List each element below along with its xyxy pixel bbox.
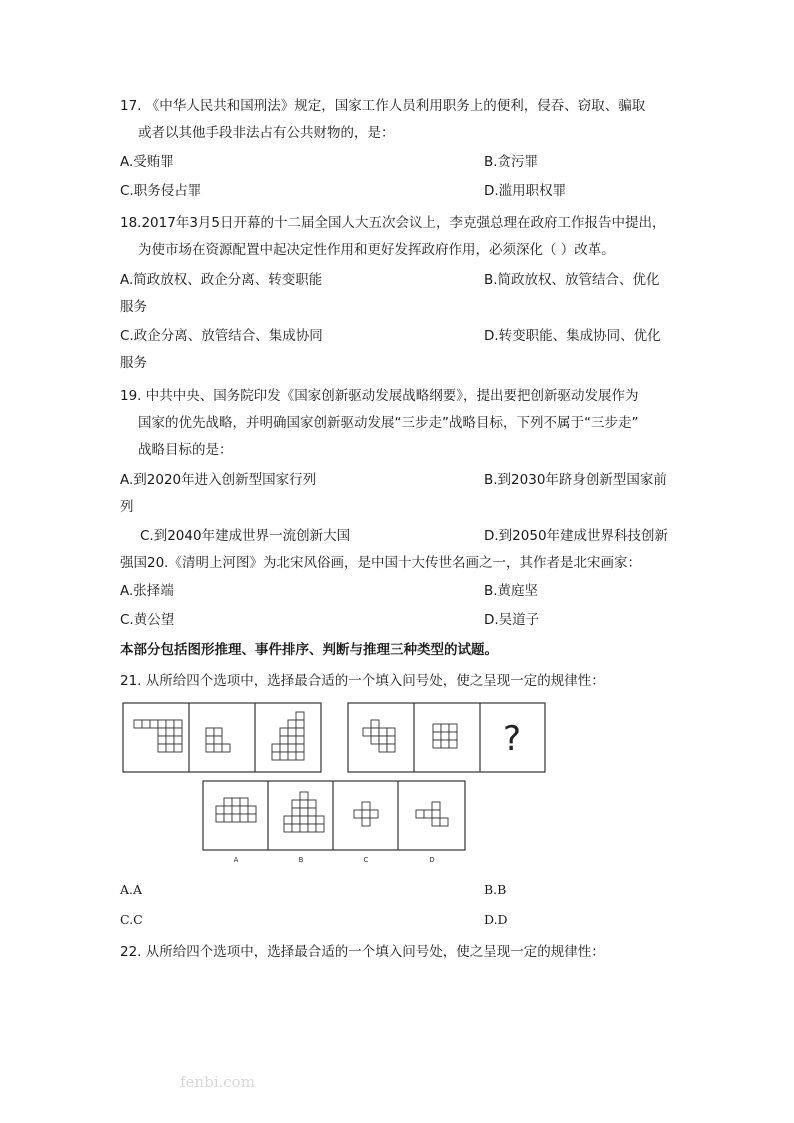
q17-option-b: B.贪污罪 bbox=[484, 154, 539, 170]
q21-optD-grid bbox=[416, 802, 448, 826]
q19-option-c: C.到2040年建成世界一流创新大国 bbox=[140, 528, 351, 544]
q21-fig3-grid bbox=[272, 712, 304, 760]
q19-option-d-wrap-q20-stem: 强国20.《清明上河图》为北宋风俗画，是中国十大传世名画之一，其作者是北宋画家： bbox=[120, 555, 641, 571]
q17-option-c: C.职务侵占罪 bbox=[120, 183, 202, 199]
q18-option-b: B.简政放权、放管结合、优化 bbox=[484, 272, 660, 288]
q17-option-d: D.滥用职权罪 bbox=[484, 183, 567, 199]
q18-option-d-wrap: 服务 bbox=[120, 355, 147, 371]
q18-option-b-wrap: 服务 bbox=[120, 299, 147, 315]
q21-option-d: D.D bbox=[484, 912, 508, 927]
q18-option-a: A.简政放权、政企分离、转变职能 bbox=[120, 272, 323, 288]
q22-stem: 22. 从所给四个选项中，选择最合适的一个填入问号处，使之呈现一定的规律性： bbox=[120, 944, 605, 960]
q18-stem-line2: 为使市场在资源配置中起决定性作用和更好发挥政府作用，必须深化（ ）改革。 bbox=[138, 242, 615, 258]
q20-option-a: A.张择端 bbox=[120, 583, 174, 599]
q19-stem-line2: 国家的优先战略，并明确国家创新驱动发展“三步走”战略目标，下列不属于“三步走” bbox=[138, 415, 639, 431]
q17-stem-line2: 或者以其他手段非法占有公共财物的，是： bbox=[138, 125, 395, 141]
q21-fig-label-d: D bbox=[429, 856, 435, 864]
section-heading: 本部分包括图形推理、事件排序、判断与推理三种类型的试题。 bbox=[120, 642, 498, 658]
q19-option-b: B.到2030年跻身创新型国家前 bbox=[484, 472, 667, 488]
q20-option-b: B.黄庭坚 bbox=[484, 583, 539, 599]
q21-question-mark: ? bbox=[502, 719, 522, 759]
q21-optA-grid bbox=[216, 798, 256, 822]
q21-fig1-grid bbox=[134, 720, 182, 752]
q21-option-b: B.B bbox=[484, 882, 507, 897]
q21-option-c: C.C bbox=[120, 912, 143, 927]
q21-question-figure bbox=[120, 700, 550, 776]
q21-stem: 21. 从所给四个选项中，选择最合适的一个填入问号处，使之呈现一定的规律性： bbox=[120, 673, 605, 689]
q18-option-c: C.政企分离、放管结合、集成协同 bbox=[120, 328, 323, 344]
q17-stem-line1: 17. 《中华人民共和国刑法》规定，国家工作人员利用职务上的便利，侵吞、窃取、骗取 bbox=[120, 98, 646, 114]
q20-option-c: C.黄公望 bbox=[120, 612, 175, 628]
q19-option-d: D.到2050年建成世界科技创新 bbox=[484, 528, 669, 544]
q21-fig-label-c: C bbox=[363, 856, 369, 864]
q21-options-figure bbox=[200, 778, 470, 866]
q20-option-d: D.吴道子 bbox=[484, 612, 540, 628]
q21-fig-label-a: A bbox=[233, 856, 239, 864]
q21-optC-grid bbox=[354, 802, 378, 826]
q21-option-a: A.A bbox=[120, 882, 143, 897]
q18-option-d: D.转变职能、集成协同、优化 bbox=[484, 328, 661, 344]
q19-option-b-wrap: 列 bbox=[120, 499, 134, 515]
q18-stem-line1: 18.2017年3月5日开幕的十二届全国人大五次会议上，李克强总理在政府工作报告中提出， bbox=[120, 215, 666, 231]
q19-stem-line3: 战略目标的是： bbox=[138, 442, 233, 458]
q19-option-a: A.到2020年进入创新型国家行列 bbox=[120, 472, 317, 488]
q21-fig5-grid bbox=[433, 724, 457, 748]
watermark: fenbi.com bbox=[180, 1073, 255, 1091]
q21-optB-grid bbox=[284, 792, 324, 832]
q19-stem-line1: 19. 中共中央、国务院印发《国家创新驱动发展战略纲要》，提出要把创新驱动发展作为 bbox=[120, 388, 639, 404]
q21-fig4-grid bbox=[363, 720, 395, 752]
q21-fig-label-b: B bbox=[298, 856, 304, 864]
q17-option-a: A.受贿罪 bbox=[120, 154, 174, 170]
q21-fig2-grid bbox=[206, 728, 230, 752]
